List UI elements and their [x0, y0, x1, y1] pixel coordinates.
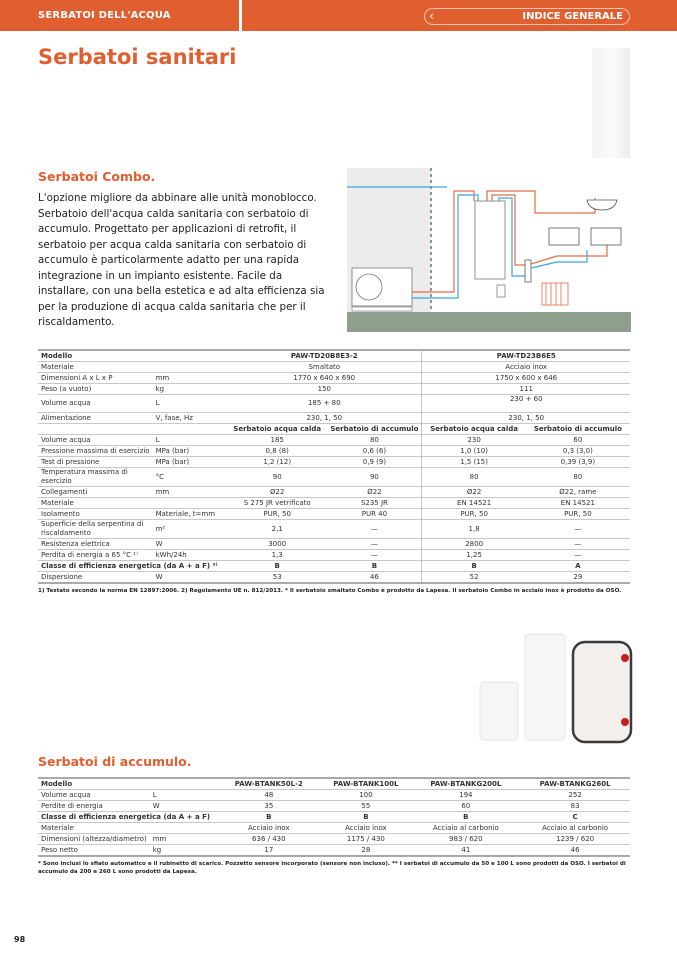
table-row: Dimensioni A x L x P mm 1770 x 640 x 690 1750 x 600 x 646 [38, 373, 630, 384]
table-row: Materiale S 275 JR vetrificato S235 JR EN 14521 EN 14521 [38, 498, 630, 509]
table-row: Materiale Smaltato Acciaio inox [38, 362, 630, 373]
combo-intro: L'opzione migliore da abbinare alle unità monoblocco. Serbatoio dell'acqua calda sanitaria con serbatoio di accumulo. Progettato per applicazioni di retrofit, il serbatoio per acqua calda sanitaria con serbatoio di accumulo è particolarmente adatto per una rapida integrazione in un impianto esistente. Facile da installare, con una bella estetica e ad alta efficienza sia per la produzione di acqua calda sanitaria che per il riscaldamento. [38, 192, 325, 328]
indoor-unit-2-icon [591, 228, 621, 245]
page-number: 98 [14, 935, 26, 944]
header-divider [239, 0, 242, 31]
sub-header-row: Serbatoio acqua calda Serbatoio di accumulo Serbatoio acqua calda Serbatoio di accumulo [38, 424, 630, 435]
table-row: Volume acqua L 48 100 194 252 [38, 790, 630, 801]
table-header-row [38, 350, 630, 362]
table-row: Pressione massima di esercizio MPa (bar) 0,8 (8) 0,6 (6) 1,0 (10) 0,3 (3,0) [38, 446, 630, 457]
table-row: Peso netto kg 17 28 41 46 [38, 845, 630, 857]
section-label: SERBATOI DELL'ACQUA [38, 10, 171, 21]
combo-heading: Serbatoi Combo. [38, 169, 156, 184]
controller-icon [497, 285, 505, 297]
table-row: Perdite di energia W 35 55 60 83 [38, 801, 630, 812]
tank-100l [525, 634, 565, 740]
accumulo-tanks-photo [475, 630, 635, 748]
table-row: Classe di efficienza energetica (da A + a F) B B B C [38, 812, 630, 823]
accumulo-spec-table [38, 777, 630, 857]
combo-footnote: 1) Testato secondo la norma EN 12897:2006. 2) Regolamento UE n. 812/2013. * Il serbatoio smaltato Combo è prodotto da Lapesa. Il serbatoio Combo in acciaio inox è prodotto da OSO. [38, 588, 622, 594]
accumulo-footnote: * Sono inclusi lo sfiato automatico e il rubinetto di scarico. Pozzetto sensore incorporato (sensore non incluso). ** I serbatoi di accumulo da 50 e 100 L sono prodotti da OSO. I serbatoi di accumulo da 200 e 260 L sono prodotti da Lapesa. [38, 861, 626, 875]
general-index-label: INDICE GENERALE [522, 11, 623, 22]
table-row: Alimentazione V, fase, Hz 230, 1, 50 230, 1, 50 [38, 413, 630, 424]
model-name: PAW-TD20B8E3-2 [227, 350, 422, 362]
table-row: Peso (a vuoto) kg 150 111 [38, 384, 630, 395]
model-label: Modello [38, 350, 153, 362]
combo-spec-table [38, 349, 630, 584]
general-index-button[interactable] [424, 8, 630, 25]
bathtub-icon [587, 200, 617, 210]
table-row: Classe di efficienza energetica (da A + a F) ²⁾ B B B A [38, 561, 630, 572]
indoor-unit-1-icon [549, 228, 579, 245]
accumulo-heading: Serbatoi di accumulo. [38, 754, 192, 769]
page-title: Serbatoi sanitari [38, 45, 237, 69]
table-row: Superficie della serpentina di riscaldamento m² 2,1 — 1,8 — [38, 520, 630, 539]
ground [347, 312, 631, 332]
tank-50l [480, 682, 518, 740]
table-row: Materiale Acciaio inox Acciaio inox Acciaio al carbonio Acciaio al carbonio [38, 823, 630, 834]
table-header-row: Modello PAW-BTANK50L-2 PAW-BTANK100L PAW-BTANKG200L PAW-BTANKG260L [38, 778, 630, 790]
underfloor-heating-icon [542, 283, 568, 305]
table-row: Collegamenti mm Ø22 Ø22 Ø22 Ø22, rame [38, 487, 630, 498]
table-row: Resistenza elettrica W 3000 — 2800 — [38, 539, 630, 550]
combo-tank-photo [592, 48, 630, 158]
table-row: Dispersione W 53 46 52 29 [38, 572, 630, 584]
installation-diagram [347, 168, 631, 332]
table-row: Temperatura massima di esercizio °C 90 90 80 80 [38, 468, 630, 487]
table-row: Volume acqua L 185 80 230 60 [38, 435, 630, 446]
table-row: Perdita di energia a 65 °C ¹⁾ kWh/24h 1,3 — 1,25 — [38, 550, 630, 561]
table-row: Isolamento Materiale, t=mm PUR, 50 PUR 40 PUR, 50 PUR, 50 [38, 509, 630, 520]
table-row: Test di pressione MPa (bar) 1,2 (12) 0,9 (9) 1,5 (15) 0,39 (3,9) [38, 457, 630, 468]
table-row: Dimensioni (altezza/diametro) mm 636 / 430 1175 / 430 983 / 620 1239 / 620 [38, 834, 630, 845]
top-bar [0, 0, 677, 31]
chevron-left-icon: ‹ [429, 9, 434, 23]
combo-tank-icon [475, 201, 505, 279]
table-row: Volume acqua L 185 + 80 230 + 60 [38, 395, 630, 413]
model-name: PAW-TD23B6E5 [422, 350, 630, 362]
